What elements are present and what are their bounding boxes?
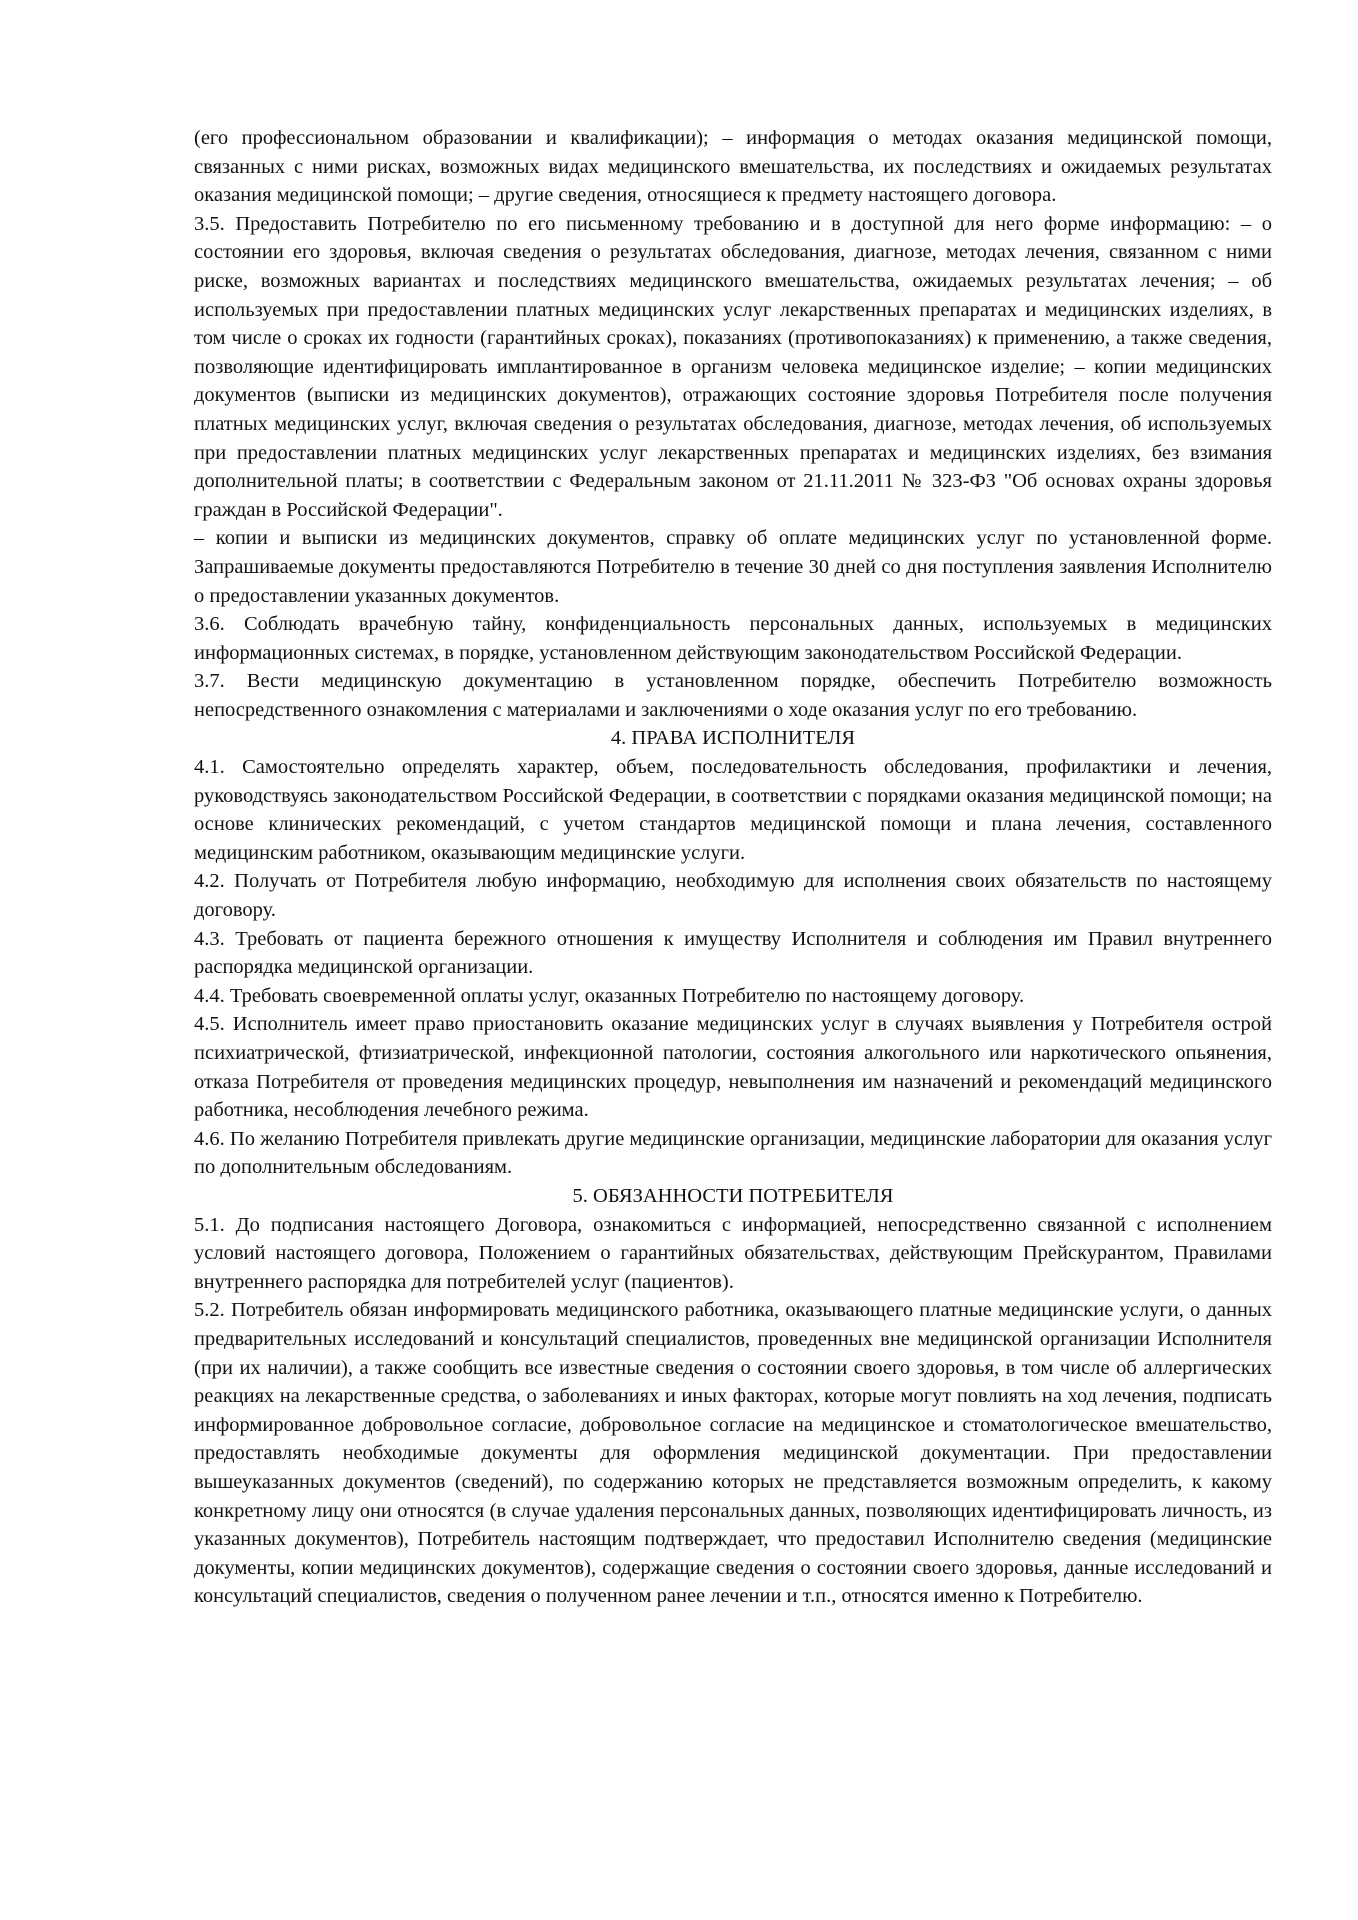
paragraph-4-1: 4.1. Самостоятельно определять характер, объем, последовательность обследования, профилактики и лечения, руководствуясь законодательством Российской Федерации, в соответствии с порядками оказания медицинской помощи; на основе клинических рекомендаций, с учетом стандартов медицинской помощи и плана лечения, составленного медицинским работником, оказывающим медицинские услуги. xyxy=(194,756,1272,864)
paragraph-4-2: 4.2. Получать от Потребителя любую информацию, необходимую для исполнения своих обязательств по настоящему договору. xyxy=(194,870,1272,922)
document-page xyxy=(194,124,1272,1611)
paragraph-4-3: 4.3. Требовать от пациента бережного отношения к имуществу Исполнителя и соблюдения им Правил внутреннего распорядка медицинской организации. xyxy=(194,927,1272,979)
paragraph-3-5-copies: – копии и выписки из медицинских документов, справку об оплате медицинских услуг по установленной форме. Запрашиваемые документы предоставляются Потребителю в течение 30 дней со дня поступления заявления Исполнителю о предоставлении указанных документов. xyxy=(194,527,1272,607)
paragraph-3-6: 3.6. Соблюдать врачебную тайну, конфиденциальность персональных данных, используемых в медицинских информационных системах, в порядке, установленном действующим законодательством Российской Федерации. xyxy=(194,613,1272,664)
section-5-heading: 5. ОБЯЗАННОСТИ ПОТРЕБИТЕЛЯ xyxy=(572,1184,894,1207)
paragraph-5-2: 5.2. Потребитель обязан информировать медицинского работника, оказывающего платные медицинские услуги, о данных предварительных исследований и консультаций специалистов, проведенных вне медицинской организации Исполнителя (при их наличии), а также сообщить все известные сведения о состоянии своего здоровья, в том числе об аллергических реакциях на лекарственные средства, о заболеваниях и иных факторах, которые могут повлиять на ход лечения, подписать информированное добровольное согласие, добровольное согласие на медицинское и стоматологическое вмешательство, предоставлять необходимые документы для оформления медицинской документации. При предоставлении вышеуказанных документов (сведений), по содержанию которых не представляется возможным определить, к какому конкретному лицу они относятся (в случае удаления персональных данных, позволяющих идентифицировать личность, из указанных документов), Потребитель настоящим подтверждает, что предоставил Исполнителю сведения (медицинские документы, копии медицинских документов), содержащие сведения о состоянии своего здоровья, данные исследований и консультаций специалистов, сведения о полученном ранее лечении и т.п., относятся именно к Потребителю. xyxy=(194,1299,1272,1608)
paragraph-3-5: 3.5. Предоставить Потребителю по его письменному требованию и в доступной для него форме информацию: – о состоянии его здоровья, включая сведения о результатах обследования, диагнозе, методах лечения, связанном с ними риске, возможных вариантах и последствиях медицинского вмешательства, ожидаемых результатах лечения; – об используемых при предоставлении платных медицинских услуг лекарственных препаратах и медицинских изделиях, в том числе о сроках их годности (гарантийных сроках), показаниях (противопоказаниях) к применению, а также сведения, позволяющие идентифицировать имплантированное в организм человека медицинское изделие; – копии медицинских документов (выписки из медицинских документов), отражающих состояние здоровья Потребителя после получения платных медицинских услуг, включая сведения о результатах обследования, диагнозе, методах лечения, об используемых при предоставлении платных медицинских услуг лекарственных препаратах и медицинских изделиях, без взимания дополнительной платы; в соответствии с Федеральным законом от 21.11.2011 № 323-ФЗ "Об основах охраны здоровья граждан в Российской Федерации". xyxy=(194,212,1272,521)
paragraph-4-5: 4.5. Исполнитель имеет право приостановить оказание медицинских услуг в случаях выявления у Потребителя острой психиатрической, фтизиатрической, инфекционной патологии, состояния алкогольного или наркотического опьянения, отказа Потребителя от проведения медицинских процедур, невыполнения им назначений и рекомендаций медицинского работника, несоблюдения лечебного режима. xyxy=(194,1013,1272,1122)
paragraph-3-7: 3.7. Вести медицинскую документацию в установленном порядке, обеспечить Потребителю возможность непосредственного ознакомления с материалами и заключениями о ходе оказания услуг по его требованию. xyxy=(194,670,1272,721)
paragraph-4-4: 4.4. Требовать своевременной оплаты услуг, оказанных Потребителю по настоящему договору. xyxy=(194,984,1025,1007)
paragraph-3-4-continuation: (его профессиональном образовании и квалификации); – информация о методах оказания медицинской помощи, связанных с ними рисках, возможных видах медицинского вмешательства, их последствиях и ожидаемых результатах оказания медицинской помощи; – другие сведения, относящиеся к предмету настоящего договора. xyxy=(194,127,1272,207)
paragraph-4-6: 4.6. По желанию Потребителя привлекать другие медицинские организации, медицинские лаборатории для оказания услуг по дополнительным обследованиям. xyxy=(194,1127,1272,1179)
paragraph-5-1: 5.1. До подписания настоящего Договора, ознакомиться с информацией, непосредственно связанной с исполнением условий настоящего договора, Положением о гарантийных обязательствах, действующим Прейскурантом, Правилами внутреннего распорядка для потребителей услуг (пациентов). xyxy=(194,1213,1272,1293)
section-4-heading: 4. ПРАВА ИСПОЛНИТЕЛЯ xyxy=(610,727,856,750)
